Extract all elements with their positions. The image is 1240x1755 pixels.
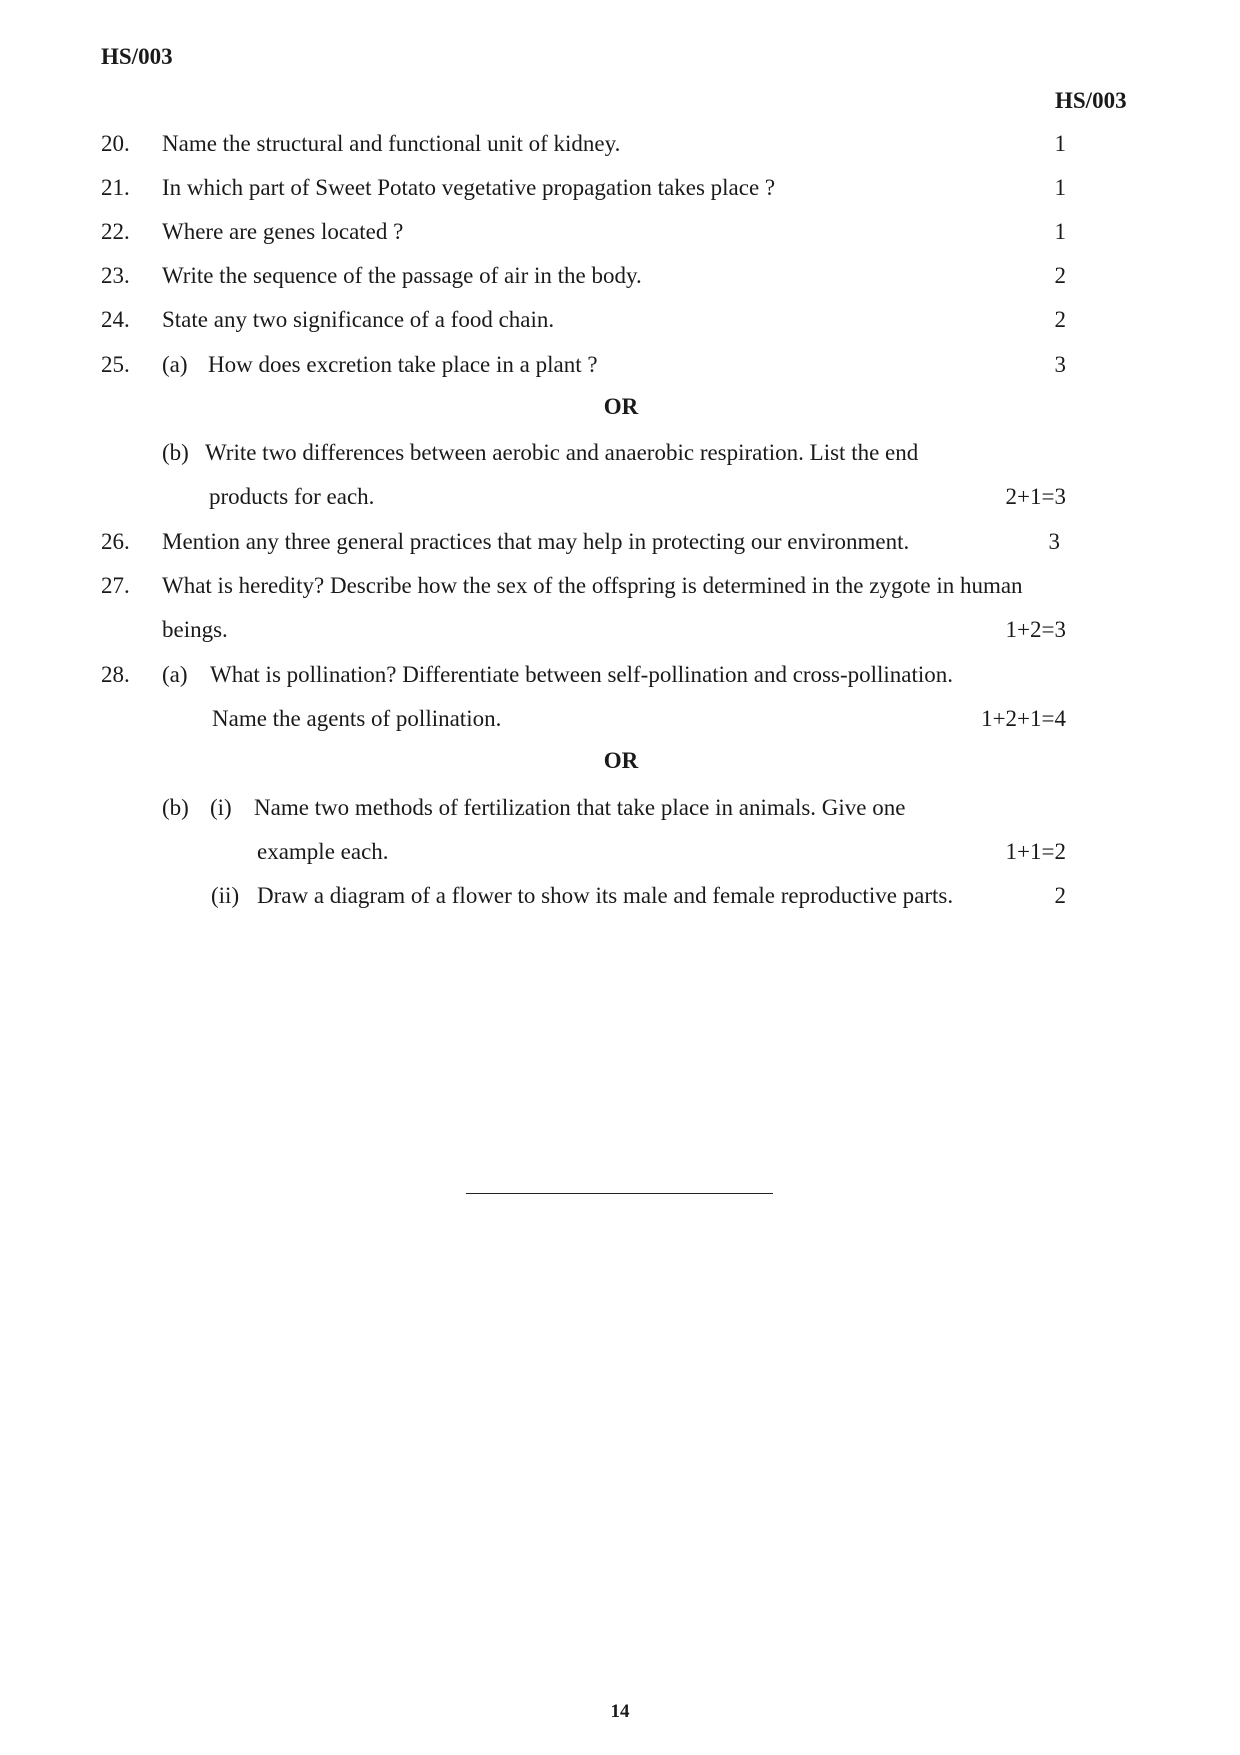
option-label: (b) bbox=[162, 440, 189, 465]
question-text: State any two significance of a food chain. bbox=[162, 307, 555, 332]
question-text: Write two differences between aerobic and anaerobic respiration. List the end bbox=[205, 440, 919, 465]
question-text: What is heredity? Describe how the sex of the offspring is determined in the zygote in human bbox=[162, 573, 1023, 598]
question-text: Draw a diagram of a flower to show its male and female reproductive parts. bbox=[257, 883, 954, 908]
question-number: 26. bbox=[101, 529, 130, 554]
question-text: Mention any three general practices that may help in protecting our environment. bbox=[162, 529, 910, 554]
sub-option-label: (i) bbox=[210, 795, 232, 820]
paper-code-top: HS/003 bbox=[101, 44, 173, 69]
question-text: What is pollination? Differentiate between self-pollination and cross-pollination. bbox=[210, 662, 954, 687]
question-text: Name the structural and functional unit of kidney. bbox=[162, 131, 621, 156]
question-text: Name the agents of pollination. bbox=[212, 706, 502, 731]
end-of-paper-rule bbox=[466, 1193, 773, 1194]
question-text: Name two methods of fertilization that take place in animals. Give one bbox=[254, 795, 906, 820]
question-text: Where are genes located ? bbox=[162, 219, 404, 244]
question-number: 24. bbox=[101, 307, 130, 332]
question-marks: 2 bbox=[1054, 263, 1066, 288]
option-label: (b) bbox=[162, 795, 189, 820]
question-marks: 2+1=3 bbox=[1005, 484, 1066, 509]
question-number: 25. bbox=[101, 352, 130, 377]
question-number: 20. bbox=[101, 131, 130, 156]
option-label: (a) bbox=[162, 662, 188, 687]
question-number: 28. bbox=[101, 662, 130, 687]
question-text: Write the sequence of the passage of air in the body. bbox=[162, 263, 642, 288]
question-text: example each. bbox=[257, 839, 389, 864]
paper-code-right: HS/003 bbox=[1055, 88, 1127, 113]
sub-option-label: (ii) bbox=[211, 883, 240, 908]
option-label: (a) bbox=[162, 352, 188, 377]
question-marks: 2 bbox=[1054, 883, 1066, 908]
question-text: beings. bbox=[162, 617, 228, 642]
question-number: 21. bbox=[101, 175, 130, 200]
question-text: products for each. bbox=[209, 484, 375, 509]
page-number: 14 bbox=[610, 1701, 630, 1722]
question-marks: 3 bbox=[1054, 352, 1066, 377]
question-marks: 2 bbox=[1054, 307, 1066, 332]
question-text: In which part of Sweet Potato vegetative propagation takes place ? bbox=[162, 175, 776, 200]
or-divider: OR bbox=[603, 748, 639, 773]
question-number: 23. bbox=[101, 263, 130, 288]
question-marks: 3 bbox=[1048, 529, 1060, 554]
or-divider: OR bbox=[603, 394, 639, 419]
question-marks: 1 bbox=[1054, 131, 1066, 156]
question-marks: 1+1=2 bbox=[1005, 839, 1066, 864]
question-marks: 1+2=3 bbox=[1005, 617, 1066, 642]
question-marks: 1 bbox=[1054, 175, 1066, 200]
question-text: How does excretion take place in a plant ? bbox=[208, 352, 598, 377]
question-number: 22. bbox=[101, 219, 130, 244]
question-marks: 1+2+1=4 bbox=[981, 706, 1066, 731]
question-number: 27. bbox=[101, 573, 130, 598]
question-marks: 1 bbox=[1054, 219, 1066, 244]
